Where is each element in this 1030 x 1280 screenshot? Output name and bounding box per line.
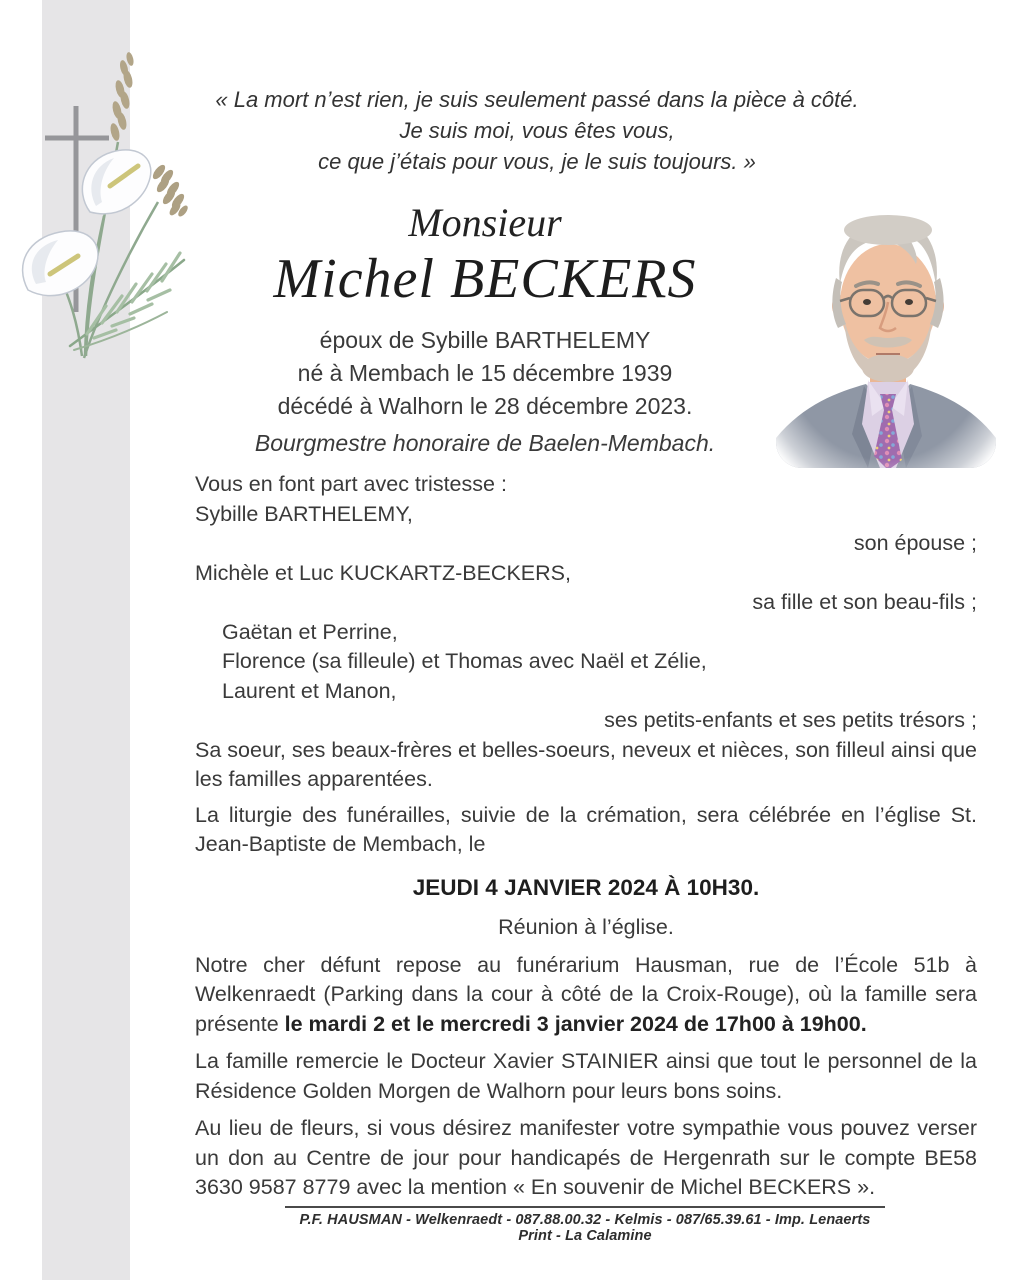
family-grandchild-line: Laurent et Manon, xyxy=(222,678,397,703)
footer xyxy=(195,1206,975,1244)
wheat-spike-icon xyxy=(109,51,135,141)
family-spouse-names: Sybille BARTHELEMY, xyxy=(195,501,413,526)
deceased-header xyxy=(195,200,775,458)
portrait-photo xyxy=(776,198,996,468)
wake-paragraph xyxy=(195,951,977,1040)
ceremony-meeting: Réunion à l’église. xyxy=(498,915,674,939)
epitaph-line-2: Je suis moi, vous êtes vous, xyxy=(399,118,675,143)
family-intro: Vous en font part avec tristesse : xyxy=(195,472,507,496)
footer-text: P.F. HAUSMAN - Welkenraedt - 087.88.00.32 - Kelmis - 087/65.39.61 - Imp. Lenaerts Print - La Calamine xyxy=(299,1212,871,1244)
calla-lily-icon xyxy=(82,150,150,214)
deceased-title: Monsieur xyxy=(408,200,562,245)
announcement-body xyxy=(195,470,977,1203)
family-closing: Sa soeur, ses beaux-frères et belles-soeurs, neveux et nièces, son filleul ainsi que les familles apparentées. xyxy=(195,737,977,791)
birth-line: né à Membach le 15 décembre 1939 xyxy=(297,360,673,386)
footer-rule xyxy=(285,1206,885,1244)
family-spouse-relation: son épouse ; xyxy=(853,531,977,555)
deceased-name: Michel BECKERS xyxy=(273,248,697,310)
epitaph-line-1: « La mort n’est rien, je suis seulement passé dans la pièce à côté. xyxy=(215,87,859,112)
epitaph-quote xyxy=(157,84,917,177)
thanks-paragraph: La famille remercie le Docteur Xavier STAINIER ainsi que tout le personnel de la Résidence Golden Morgen de Walhorn pour leurs bons soins. xyxy=(195,1049,977,1103)
ceremony-date: JEUDI 4 JANVIER 2024 À 10H30. xyxy=(412,874,760,900)
family-grandchild-line: Gaëtan et Perrine, xyxy=(222,619,398,644)
family-grandchild-line: Florence (sa filleule) et Thomas avec Naël et Zélie, xyxy=(222,649,707,673)
death-line: décédé à Walhorn le 28 décembre 2023. xyxy=(277,393,693,419)
donation-paragraph: Au lieu de fleurs, si vous désirez manifester votre sympathie vous pouvez verser un don au Centre de jour pour handicapés de Hergenrath sur le compte BE58 3630 9587 8779 avec la mention « En souvenir de Michel BECKERS ». xyxy=(195,1116,977,1199)
family-daughter-relation: sa fille et son beau-fils ; xyxy=(752,590,977,614)
spouse-line: époux de Sybille BARTHELEMY xyxy=(319,327,651,353)
family-daughter-names: Michèle et Luc KUCKARTZ-BECKERS, xyxy=(195,560,571,585)
wake-dates-bold: le mardi 2 et le mercredi 3 janvier 2024 de 17h00 à 19h00. xyxy=(284,1011,867,1036)
epitaph-line-3: ce que j’étais pour vous, je le suis toujours. » xyxy=(318,149,756,174)
honorific-line: Bourgmestre honoraire de Baelen-Membach. xyxy=(254,430,716,456)
family-grandchildren-relation: ses petits-enfants et ses petits trésors ; xyxy=(604,708,977,732)
liturgy-paragraph: La liturgie des funérailles, suivie de la crémation, sera célébrée en l’église St. Jean-Baptiste de Membach, le xyxy=(195,802,977,856)
wake-text: Notre cher défunt repose au funérarium Hausman, rue de l’École 51b à Welkenraedt (Parking dans la cour à côté de la Croix-Rouge), où la famille sera présente xyxy=(195,952,977,1036)
calla-lily-icon-2 xyxy=(23,231,98,296)
